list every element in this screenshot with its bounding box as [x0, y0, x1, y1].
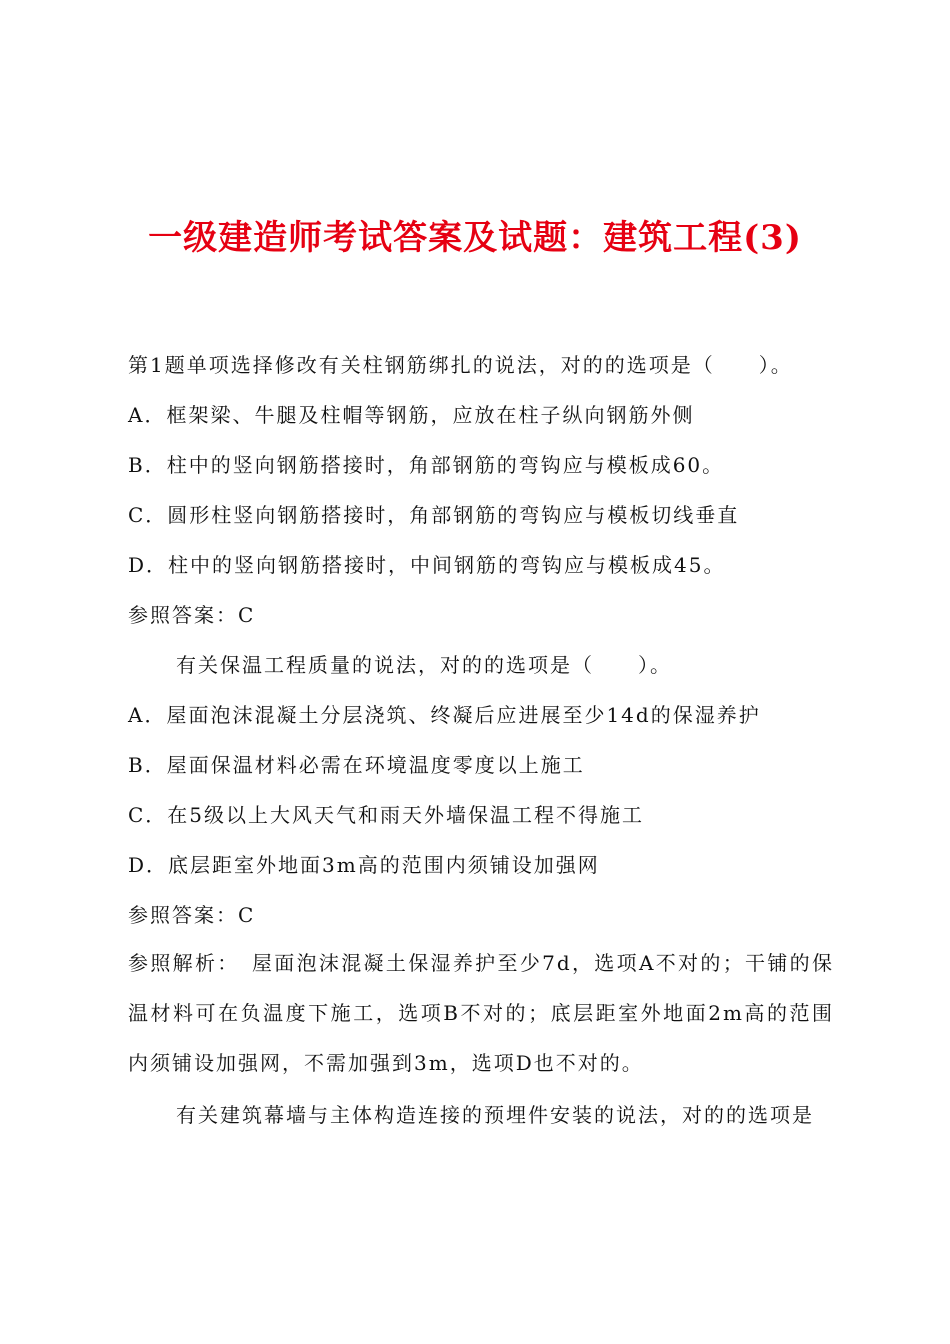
page-title: 一级建造师考试答案及试题：建筑工程(3) [148, 218, 802, 258]
question-2-option-b: B．屋面保温材料必需在环境温度零度以上施工 [128, 753, 585, 777]
question-1-option-d: D．柱中的竖向钢筋搭接时，中间钢筋的弯钩应与模板成45。 [128, 553, 726, 577]
question-2-option-a: A．屋面泡沫混凝土分层浇筑、终凝后应进展至少14d的保湿养护 [128, 703, 761, 727]
question-2-stem: 有关保温工程质量的说法，对的的选项是（ ）。 [176, 653, 672, 677]
question-1-option-c: C．圆形柱竖向钢筋搭接时，角部钢筋的弯钩应与模板切线垂直 [128, 503, 740, 527]
question-1-option-b: B．柱中的竖向钢筋搭接时，角部钢筋的弯钩应与模板成60。 [128, 453, 725, 477]
question-1-answer: 参照答案：C [128, 603, 256, 627]
question-1-stem: 第1题单项选择修改有关柱钢筋绑扎的说法，对的的选项是（ ）。 [128, 353, 793, 377]
question-2-option-c: C．在5级以上大风天气和雨天外墙保温工程不得施工 [128, 803, 645, 827]
question-2-analysis: 参照解析： 屋面泡沫混凝土保湿养护至少7d，选项A不对的；干铺的保温材料可在负温度下施工，选项B不对的；底层距室外地面2m高的范围内须铺设加强网，不需加强到3m，选项D也不对的。 [128, 951, 834, 1075]
question-1-option-a: A．框架梁、牛腿及柱帽等钢筋，应放在柱子纵向钢筋外侧 [128, 403, 695, 427]
question-3-stem: 有关建筑幕墙与主体构造连接的预埋件安装的说法，对的的选项是 [176, 1103, 814, 1127]
question-2-answer: 参照答案：C [128, 903, 256, 927]
question-2-option-d: D．底层距室外地面3m高的范围内须铺设加强网 [128, 853, 600, 877]
